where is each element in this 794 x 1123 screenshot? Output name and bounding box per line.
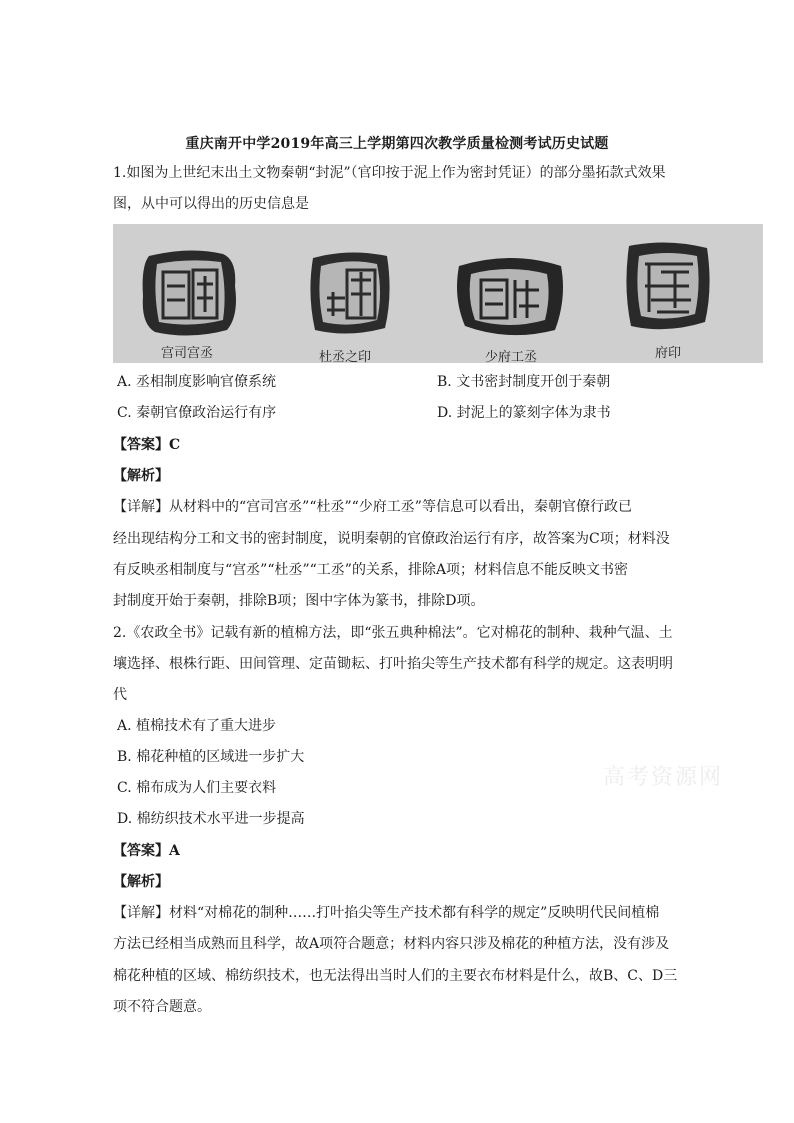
q1-detail-line: 【详解】从材料中的“宫司宫丞”“杜丞”“少府工丞”等信息可以看出，秦朝官僚行政已 [113,499,632,515]
q2-stem-line: 壤选择、根株行距、田间管理、定苗锄耘、打叶掐尖等生产技术都有科学的规定。这表明明 [113,656,673,672]
q1-analysis-heading: 【解析】 [113,468,169,484]
seal-impression [621,238,713,334]
q2-detail-line: 方法已经相当成熟而且科学，故A项符合题意；材料内容只涉及棉花的种植方法，没有涉及 [113,936,670,952]
q1-option-b: B. 文书密封制度开创于秦朝 [437,374,611,390]
watermark: 高考资源网 [603,765,724,790]
q2-detail-line: 【详解】材料“对棉花的制种……打叶掐尖等生产技术都有科学的规定”反映明代民间植棉 [113,905,660,921]
q1-stem-line1: 1.如图为上世纪末出土文物秦朝“封泥”（官印按于泥上作为密封凭证）的部分墨拓款式效果 [113,165,666,181]
q1-detail-line: 经出现结构分工和文书的密封制度，说明秦朝的官僚政治运行有序，故答案为C项；材料没 [113,531,670,547]
seal-impression [451,246,571,342]
seal-caption-4: 府印 [655,346,682,361]
q1-answer: 【答案】C [113,437,181,453]
q2-detail-line: 项不符合题意。 [113,999,211,1015]
q1-option-d: D. 封泥上的篆刻字体为隶书 [437,405,611,421]
q2-detail-line: 棉花种植的区域、棉纺织技术，也无法得出当时人们的主要衣布材料是什么，故B、C、D三 [113,968,678,984]
seal-caption-3: 少府工丞 [485,350,538,363]
q2-option-c: C. 棉布成为人们主要衣料 [117,780,277,796]
q1-detail-line: 有反映丞相制度与“宫丞”“杜丞”“工丞”的关系，排除A项；材料信息不能反映文书密 [113,562,629,578]
q1-stem-line2: 图，从中可以得出的历史信息是 [113,196,309,212]
q1-detail-line: 封制度开始于秦朝，排除B项；图中字体为篆书，排除D项。 [113,593,485,609]
seal-caption-2: 杜丞之印 [319,350,372,363]
q2-option-d: D. 棉纺织技术水平进一步提高 [117,811,305,827]
q1-option-c: C. 秦朝官僚政治运行有序 [117,405,277,421]
seal-rubbings-image [113,224,763,363]
seal-caption-1: 宫司宫丞 [161,346,214,361]
q2-analysis-heading: 【解析】 [113,874,169,890]
seal-impression [303,244,395,340]
seal-impression [135,246,245,340]
q2-answer: 【答案】A [113,843,180,859]
page-title: 重庆南开中学2019年高三上学期第四次教学质量检测考试历史试题 [185,136,609,152]
q2-option-a: A. 植棉技术有了重大进步 [117,718,277,734]
q2-stem-line: 代 [113,687,127,703]
q2-option-b: B. 棉花种植的区域进一步扩大 [117,749,305,765]
q1-option-a: A. 丞相制度影响官僚系统 [117,374,277,390]
q2-stem-line: 2.《农政全书》记载有新的植棉方法，即“张五典种棉法”。它对棉花的制种、栽种气温、土 [113,625,673,641]
